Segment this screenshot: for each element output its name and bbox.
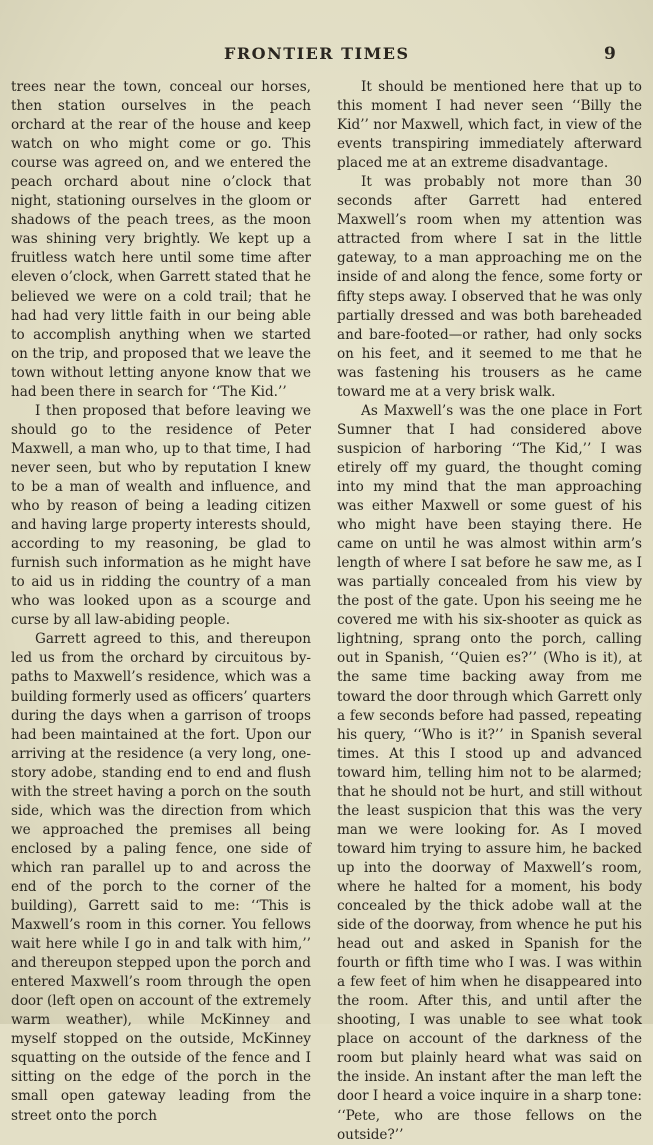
- left-column: [11, 78, 311, 1126]
- paragraph: Garrett agreed to this, and thereupon led us from the orchard by circuitous by-paths to Maxwell’s residence, which was a building formerly used as officers’ quarters during the days when a garrison of troops had been maintained at the fort. Upon our arriving at the residence (a very long, one-story adobe, standing end to end and flush with the street having a porch on the south side, which was the direction from which we approached the premises all being enclosed by a paling fence, one side of which ran parallel up to and across the end of the porch to the corner of the building), Garrett said to me: ‘‘This is Maxwell’s room in this corner. You fellows wait here while I go in and talk with him,’’ and thereupon stepped upon the porch and entered Maxwell’s room through the open door (left open on account of the extremely warm weather), while McKinney and myself stopped on the outside, McKinney squatting on the outside of the fence and I sitting on the edge of the porch in the small open gateway leading from the street onto the porch: [11, 631, 311, 1124]
- paragraph: As Maxwell’s was the one place in Fort Sumner that I had considered above suspicion of harboring ‘‘The Kid,’’ I was etirely off my guard, the thought coming into my mind that the man approaching was either Maxwell or some guest of his who might have been staying there. He came on until he was almost within arm’s length of where I sat before he saw me, as I was partially concealed from his view by the post of the gate. Upon his seeing me he covered me with his six-shooter as quick as lightning, sprang onto the porch, calling out in Spanish, ‘‘Quien es?’’ (Who is it), at the same time backing away from me toward the door through which Garrett only a few seconds before had passed, repeating his query, ‘‘Who is it?’’ in Spanish several times. At this I stood up and advanced toward him, telling him not to be alarmed; that he should not be hurt, and still without the least suspicion that this was the very man we were looking for. As I moved toward him trying to assure him, he backed up into the doorway of Maxwell’s room, where he halted for a moment, his body concealed by the thick adobe wall at the side of the doorway, from whence he put his head out and asked in Spanish for the fourth or fifth time who I was. I was within a few feet of him when he disappeared into the room. After this, and until after the shooting, I was unable to see what took place on account of the darkness of the room but plainly heard what was said on the inside. An instant after the man left the door I heard a voice inquire in a sharp tone: ‘‘Pete, who are those fellows on the outside?’’: [337, 402, 642, 1143]
- page-header: [0, 44, 653, 68]
- paragraph: trees near the town, conceal our horses, then station ourselves in the peach orchard at the rear of the house and keep watch on who might come or go. This course was agreed on, and we entered the peach orchard about nine o’clock that night, stationing ourselves in the gloom or shadows of the peach trees, as the moon was shining very brightly. We kept up a fruitless watch here until some time after eleven o’clock, when Garrett stated that he believed we were on a cold trail; that he had had very little faith in our being able to accomplish anything when we started on the trip, and proposed that we leave the town without letting anyone know that we had been there in search for ‘‘The Kid.’’: [11, 79, 311, 400]
- paragraph: It was probably not more than 30 seconds after Garrett had entered Maxwell’s room when my attention was attracted from where I sat in the little gateway, to a man approaching me on the inside of and along the fence, some forty or fifty steps away. I observed that he was only partially dressed and was both bareheaded and bare-footed—or rather, had only socks on his feet, and it seemed to me that he was fastening his trousers as he came toward me at a very brisk walk.: [337, 174, 642, 400]
- running-title: FRONTIER TIMES: [224, 44, 410, 63]
- paragraph: I then proposed that before leaving we should go to the residence of Peter Maxwell, a man who, up to that time, I had never seen, but who by reputation I knew to be a man of wealth and influence, and who by reason of being a leading citizen and having large property interests should, according to my reasoning, be glad to furnish such information as he might have to aid us in ridding the country of a man who was looked upon as a scourge and curse by all law-abiding people.: [11, 402, 311, 629]
- right-column: [337, 78, 642, 1145]
- paragraph: It should be mentioned here that up to this moment I had never seen ‘‘Billy the Kid’’ nor Maxwell, which fact, in view of the events transpiring immediately afterward placed me at an extreme disadvantage.: [337, 79, 642, 172]
- page-number: 9: [604, 44, 616, 64]
